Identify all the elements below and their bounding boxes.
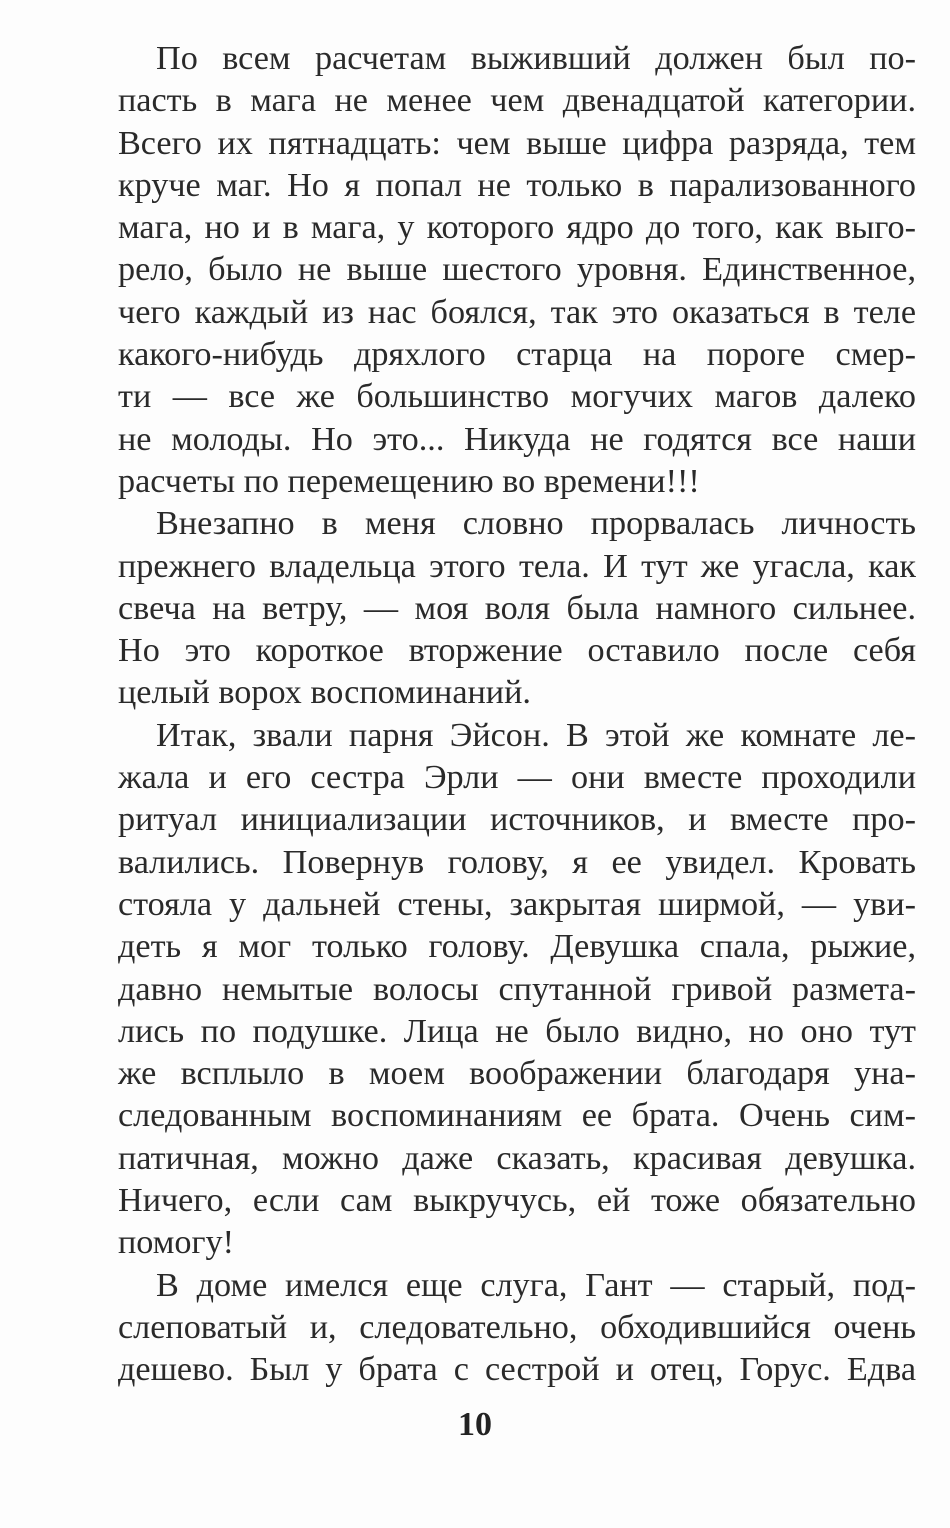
paragraph-4 — [118, 1265, 916, 1392]
text-line: ти — все же большинство могучих магов далеко — [118, 378, 916, 416]
text-line: Ничего, если сам выкручусь, ей тоже обязательно — [118, 1182, 916, 1220]
text-line: В доме имелся еще слуга, Гант — старый, под- — [156, 1266, 916, 1304]
text-line: деть я мог только голову. Девушка спала, рыжие, — [118, 928, 916, 966]
text-line: патичная, можно даже сказать, красивая девушка. — [118, 1139, 916, 1177]
text-line: давно немытые волосы спутанной гривой размета- — [118, 970, 916, 1008]
paragraph-3 — [118, 715, 916, 1265]
paragraph-2 — [118, 503, 916, 714]
text-line: какого-нибудь дряхлого старца на пороге смер- — [118, 336, 916, 374]
text-line: пасть в мага не менее чем двенадцатой категории. — [118, 82, 916, 120]
text-line: слеповатый и, следовательно, обходившийся очень — [118, 1308, 916, 1346]
text-line: Всего их пятнадцать: чем выше цифра разряда, тем — [118, 124, 916, 162]
text-line: жала и его сестра Эрли — они вместе проходили — [118, 759, 916, 797]
body-text — [118, 38, 916, 1392]
text-line: дешево. Был у брата с сестрой и отец, Горус. Едва — [118, 1351, 916, 1389]
text-line: свеча на ветру, — моя воля была намного сильнее. — [118, 589, 916, 627]
text-line: расчеты по перемещению во времени!!! — [118, 462, 700, 500]
paragraph-1 — [118, 38, 916, 503]
text-line: круче маг. Но я попал не только в парализованного — [118, 166, 916, 204]
text-line: По всем расчетам выживший должен был по- — [156, 40, 916, 77]
text-line: валились. Повернув голову, я ее увидел. Кровать — [118, 843, 916, 881]
text-line: мага, но и в мага, у которого ядро до того, как выго- — [118, 209, 916, 247]
text-line: Но это короткое вторжение оставило после себя — [118, 632, 916, 670]
text-line: рело, было не выше шестого уровня. Единственное, — [118, 251, 916, 289]
text-line: Внезапно в меня словно прорвалась личность — [156, 505, 916, 543]
text-line: лись по подушке. Лица не было видно, но оно тут — [118, 1012, 916, 1050]
text-line: целый ворох воспоминаний. — [118, 674, 531, 712]
text-line: помогу! — [118, 1224, 234, 1262]
text-line: прежнего владельца этого тела. И тут же угасла, как — [118, 547, 916, 585]
text-line: не молоды. Но это... Никуда не годятся все наши — [118, 420, 916, 458]
text-line: ритуал инициализации источников, и вместе про- — [118, 801, 916, 839]
page-number: 10 — [458, 1406, 492, 1443]
text-line: Итак, звали парня Эйсон. В этой же комнате ле- — [156, 716, 916, 754]
text-line: чего каждый из нас боялся, так это оказаться в теле — [118, 293, 916, 331]
text-line: же всплыло в моем воображении благодаря уна- — [118, 1055, 916, 1093]
text-line: следованным воспоминаниям ее брата. Очень сим- — [118, 1097, 916, 1135]
text-line: стояла у дальней стены, закрытая ширмой, — уви- — [118, 885, 916, 923]
